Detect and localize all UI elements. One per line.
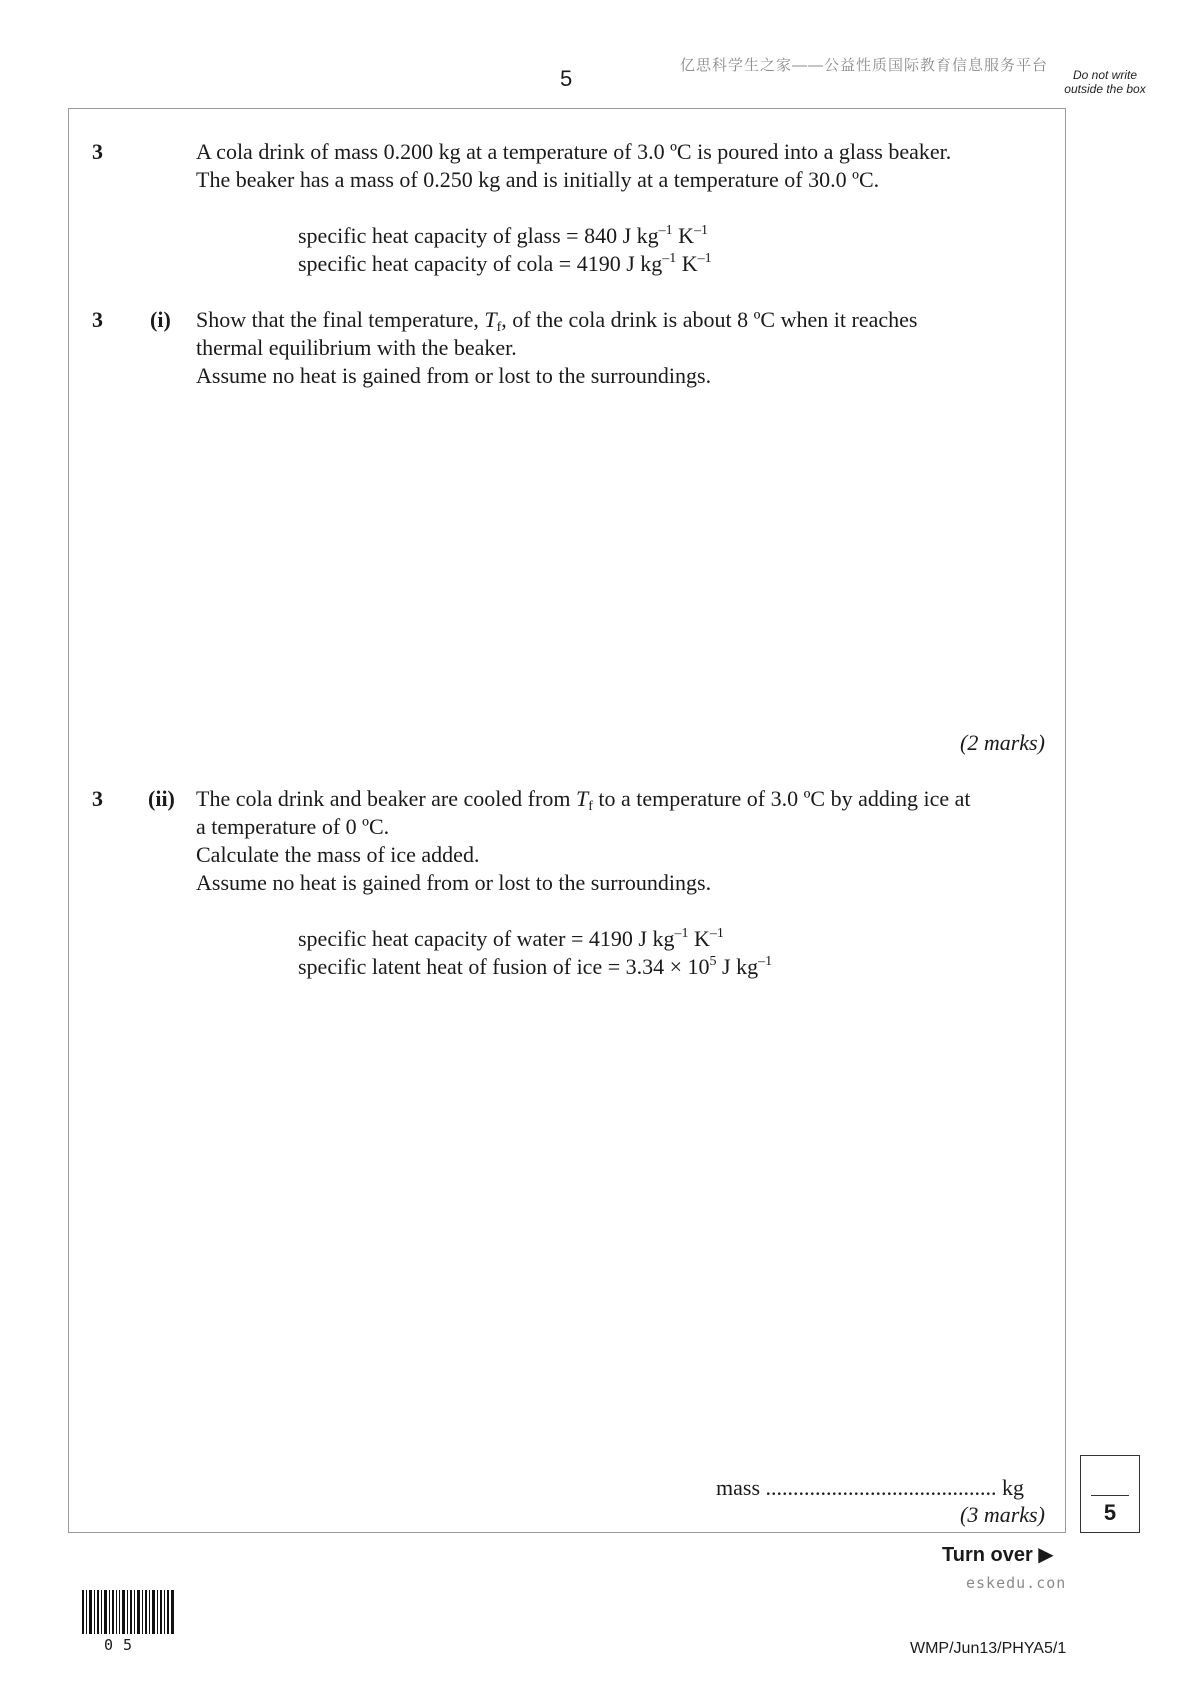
symbol-f-2: f: [588, 799, 593, 814]
page-number: 5: [560, 66, 573, 91]
exp-latent-kg: –1: [758, 954, 773, 969]
part-i-number: 3: [92, 307, 103, 332]
answer-label: mass: [716, 1475, 760, 1500]
exp-water-k: –1: [709, 926, 724, 941]
watermark-bottom: eskedu.con: [966, 1574, 1067, 1592]
part-ii-line-1a: The cola drink and beaker are cooled from: [196, 786, 576, 811]
unit-k-cola: K: [681, 251, 698, 276]
data-cola: [298, 250, 712, 278]
data-glass: [298, 222, 708, 250]
data-water: [298, 925, 724, 953]
exp-cola-k: –1: [697, 251, 712, 266]
turn-over: Turn over ▶: [942, 1544, 1054, 1566]
cola-label: specific heat capacity of cola = 4190 J kg: [298, 251, 663, 276]
glass-label: specific heat capacity of glass = 840 J kg: [298, 223, 659, 248]
question-number: 3: [92, 139, 103, 164]
margin-note: Do not write outside the box: [1064, 68, 1146, 96]
part-ii-line-3: Calculate the mass of ice added.: [196, 842, 480, 867]
exp-water-kg: –1: [674, 926, 689, 941]
exp-glass-kg: –1: [658, 223, 673, 238]
answer-line[interactable]: [716, 1474, 1024, 1502]
score-box: [1080, 1455, 1140, 1533]
intro-line-1: A cola drink of mass 0.200 kg at a temperature of 3.0 ºC is poured into a glass beaker.: [196, 139, 952, 164]
paper-code: WMP/Jun13/PHYA5/1: [910, 1640, 1067, 1657]
score-divider: [1091, 1495, 1129, 1496]
latent-unit: J kg: [716, 954, 759, 979]
water-label: specific heat capacity of water = 4190 J kg: [298, 926, 675, 951]
part-i-line-1b: , of the cola drink is about 8 ºC when it reaches: [501, 307, 918, 332]
exp-cola-kg: –1: [662, 251, 677, 266]
part-ii-label: (ii): [148, 786, 175, 811]
part-ii-line-2: a temperature of 0 ºC.: [196, 814, 390, 839]
part-i-marks: (2 marks): [960, 730, 1045, 755]
part-i-line-1: [196, 306, 917, 334]
part-ii-line-4: Assume no heat is gained from or lost to the surroundings.: [196, 870, 712, 895]
part-i-line-3: Assume no heat is gained from or lost to the surroundings.: [196, 363, 712, 388]
part-i-line-1a: Show that the final temperature,: [196, 307, 485, 332]
barcode-icon: [82, 1590, 174, 1634]
symbol-T: T: [484, 307, 497, 332]
symbol-T-2: T: [575, 786, 589, 811]
exp-latent-10: 5: [709, 954, 717, 969]
unit-k-water: K: [693, 926, 710, 951]
symbol-f: f: [496, 320, 502, 335]
watermark-top: 亿思科学生之家——公益性质国际教育信息服务平台: [680, 57, 1049, 74]
data-latent: [298, 953, 772, 981]
unit-k-glass: K: [678, 223, 695, 248]
answer-dots[interactable]: ..........................................: [765, 1475, 997, 1500]
part-ii-line-1b: to a temperature of 3.0 ºC by adding ice at: [592, 786, 971, 811]
part-i-label: (i): [150, 307, 171, 332]
score-value: 5: [1103, 1500, 1117, 1525]
latent-label: specific latent heat of fusion of ice = 3.34 × 10: [298, 954, 710, 979]
barcode-label: 05: [104, 1636, 143, 1654]
answer-unit: kg: [1002, 1475, 1024, 1500]
part-ii-line-1: [196, 785, 971, 813]
part-ii-marks: (3 marks): [960, 1502, 1045, 1527]
exp-glass-k: –1: [694, 223, 709, 238]
part-ii-number: 3: [92, 786, 103, 811]
intro-line-2: The beaker has a mass of 0.250 kg and is initially at a temperature of 30.0 ºC.: [196, 167, 880, 192]
part-i-line-2: thermal equilibrium with the beaker.: [196, 335, 517, 360]
